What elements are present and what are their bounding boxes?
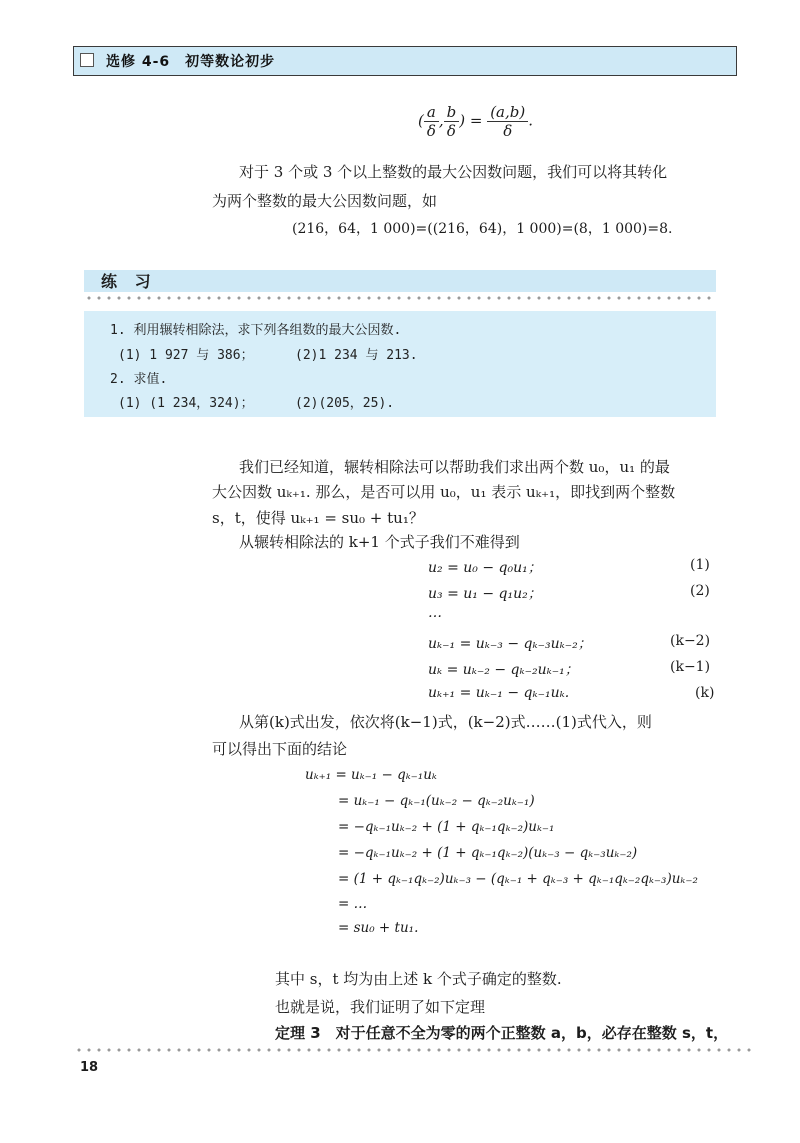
gcd-example-equation: (216，64，1 000)=((216，64)，1 000)=(8，1 000)=8. (292, 221, 673, 237)
paragraph-line: 可以得出下面的结论 (212, 740, 348, 758)
exercise-item: (1) 1 927 与 386； (118, 348, 254, 363)
derivation-line: uₖ₊₁ = uₖ₋₁ − qₖ₋₁uₖ (305, 767, 437, 783)
derivation-line: = −qₖ₋₁uₖ₋₂ + (1 + qₖ₋₁qₖ₋₂)(uₖ₋₃ − qₖ₋₃uₖ₋₂) (338, 845, 638, 861)
theorem-line: 定理 3 对于任意不全为零的两个正整数 a，b，必存在整数 s，t， (275, 1024, 729, 1042)
system-equation: uₖ₋₁ = uₖ₋₃ − qₖ₋₃uₖ₋₂； (428, 636, 592, 652)
equation-tag: (1) (690, 557, 710, 573)
denominator-b: δ (446, 122, 456, 140)
paragraph-line: 其中 s，t 均为由上述 k 个式子确定的整数. (275, 970, 562, 988)
page-number: 18 (80, 1060, 99, 1075)
paragraph-line: 大公因数 uₖ₊₁. 那么，是否可以用 u₀，u₁ 表示 uₖ₊₁，即找到两个整数 (212, 483, 676, 501)
exercise-question: 2. 求值. (110, 372, 168, 387)
exercise-title: 练 习 (101, 272, 157, 291)
derivation-line: = (1 + qₖ₋₁qₖ₋₂)uₖ₋₃ − (qₖ₋₁ + qₖ₋₃ + qₖ₋₁qₖ₋₂qₖ₋₃)uₖ₋₂ (338, 871, 698, 887)
paragraph-line: 我们已经知道，辗转相除法可以帮助我们求出两个数 u₀，u₁ 的最 (239, 458, 670, 476)
derivation-line: = −qₖ₋₁uₖ₋₂ + (1 + qₖ₋₁qₖ₋₂)uₖ₋₁ (338, 819, 555, 835)
paragraph-line: 也就是说，我们证明了如下定理 (275, 998, 486, 1016)
paragraph-line: s，t，使得 uₖ₊₁ = su₀ + tu₁？ (212, 509, 424, 527)
gcd-division-formula: ( $\frac{a}{\delta}$ , $\frac{b}{\delta}$ ) = $\frac{(a,b)}{\delta}$ . (418, 103, 534, 140)
paragraph-line: 对于 3 个或 3 个以上整数的最大公因数问题，我们可以将其转化 (239, 163, 668, 181)
paragraph-line: 为两个整数的最大公因数问题，如 (212, 192, 438, 210)
system-equation: u₂ = u₀ − q₀u₁； (428, 560, 542, 576)
exercise-item: (2)1 234 与 213. (295, 348, 418, 363)
system-equation: uₖ₊₁ = uₖ₋₁ − qₖ₋₁uₖ. (428, 685, 570, 701)
dotted-divider (84, 296, 716, 300)
system-ellipsis: … (428, 605, 442, 621)
derivation-line: = uₖ₋₁ − qₖ₋₁(uₖ₋₂ − qₖ₋₂uₖ₋₁) (338, 793, 535, 809)
paragraph-line: 从第(k)式出发，依次将(k−1)式，(k−2)式……(1)式代入，则 (239, 713, 652, 731)
system-equation: u₃ = u₁ − q₁u₂； (428, 586, 542, 602)
paragraph-line: 从辗转相除法的 k+1 个式子我们不难得到 (239, 533, 520, 551)
equation-tag: (2) (690, 583, 710, 599)
exercise-item: (1) (1 234，324)； (118, 396, 254, 411)
equation-tag: (k−1) (670, 659, 711, 675)
equation-tag: (k−2) (670, 633, 711, 649)
chapter-title: 选修 4-6 初等数论初步 (106, 54, 276, 70)
exercise-item: (2)(205，25). (295, 396, 395, 411)
system-equation: uₖ = uₖ₋₂ − qₖ₋₂uₖ₋₁； (428, 662, 579, 678)
derivation-line: = … (338, 896, 368, 912)
exercise-title-bar (84, 270, 716, 292)
derivation-line: = su₀ + tu₁. (338, 920, 419, 936)
footer-dotted-divider (74, 1048, 754, 1052)
header-square-icon (80, 53, 94, 67)
exercise-question: 1. 利用辗转相除法，求下列各组数的最大公因数. (110, 323, 402, 338)
equation-tag: (k) (695, 685, 715, 701)
